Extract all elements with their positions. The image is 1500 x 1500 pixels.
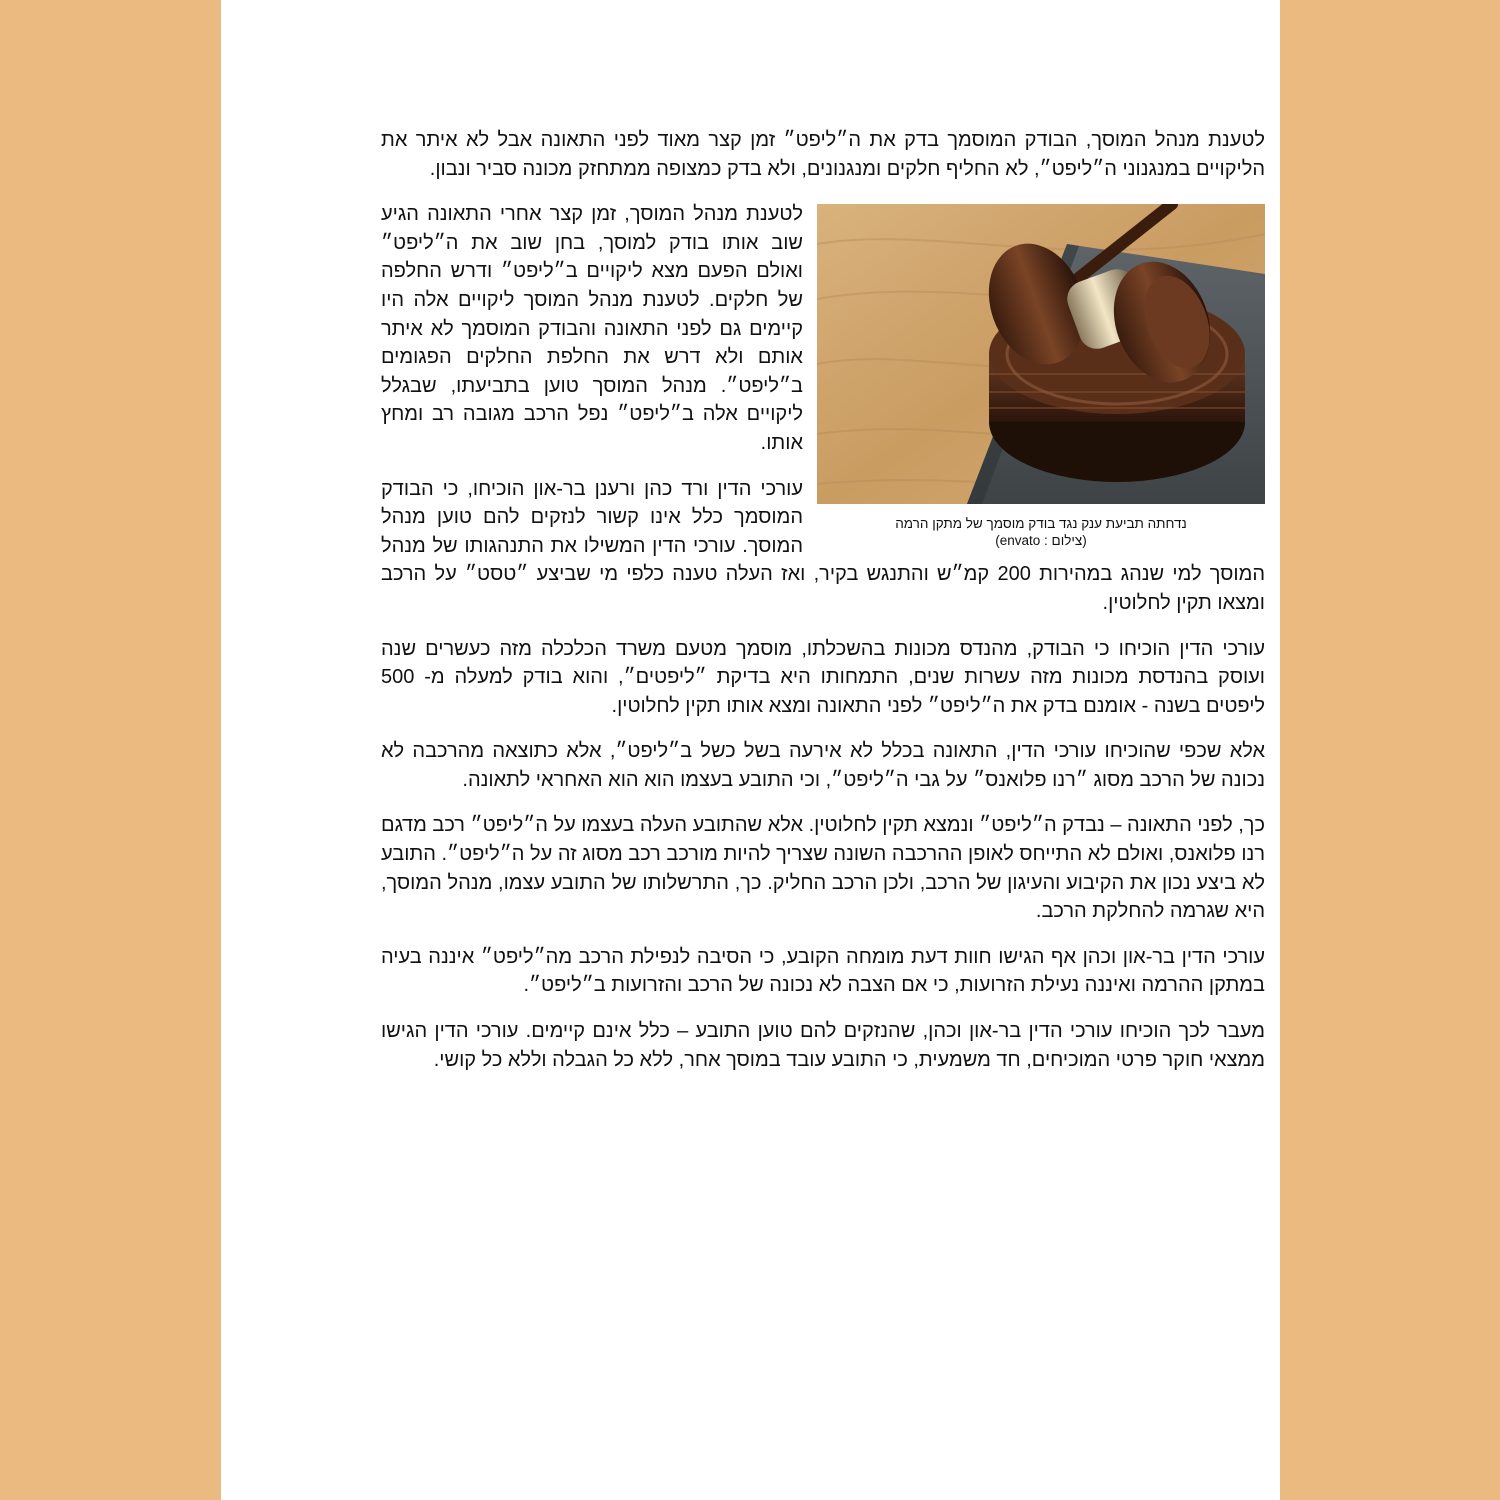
caption-line: נדחתה תביעת ענק נגד בודק מוסמך של מתקן הרמה: [895, 516, 1187, 532]
article-paragraph: עורכי הדין הוכיחו כי הבודק, מהנדס מכונות בהשכלתו, מוסמך מטעם משרד הכלכלה מזה כעשרים שנה ועוסק בהנדסת מכונות מזה עשרות שנים, התמחותו היא בדיקת ״ליפטים״, והוא בודק למעלה מ- 500 ליפטים בשנה - אומנם בדק את ה״ליפט״ לפני התאונה ומצא אותו תקין לחלוטין.: [381, 637, 1265, 717]
article-paragraph: לטענת מנהל המוסך, הבודק המוסמך בדק את ה״ליפט״ זמן קצר מאוד לפני התאונה אבל לא איתר את הליקויים במנגנוני ה״ליפט״, לא החליף חלקים ומנגנונים, ולא בדק כמצופה ממתחזק מכונה סביר ונבון.: [381, 129, 1265, 180]
article-paragraph: כך, לפני התאונה – נבדק ה״ליפט״ ונמצא תקין לחלוטין. אלא שהתובע העלה בעצמו על ה״ליפט״ רכב מדגם רנו פלואנס, ואולם לא התייחס לאופן ההרכבה השונה שצריך להיות מורכב רכב מסוג זה על ה״ליפט״. התובע לא ביצע נכון את הקיבוע והעיגון של הרכב, ולכן הרכב החליק. כך, התרשלותו של התובע עצמו, מנהל המוסך, היא שגרמה להחלקת הרכב.: [381, 814, 1265, 923]
photo-caption: [817, 515, 1265, 549]
article-body: [381, 126, 1265, 1091]
article-paragraph: עורכי הדין בר-און וכהן אף הגישו חוות דעת מומחה הקובע, כי הסיבה לנפילת הרכב מה״ליפט״ איננה בעיה במתקן ההרמה ואיננה נעילת הזרועות, כי אם הצבה לא נכונה של הרכב והזרועות ב״ליפט״.: [381, 945, 1265, 997]
article-paragraph: אלא שכפי שהוכיחו עורכי הדין, התאונה בכלל לא אירעה בשל כשל ב״ליפט״, אלא כתוצאה מהרכבה לא נכונה של הרכב מסוג ״רנו פלואנס״ על גבי ה״ליפט״, וכי התובע בעצמו הוא הוא האחראי לתאונה.: [381, 740, 1265, 791]
article-paragraph: מעבר לכך הוכיחו עורכי הדין בר-און וכהן, שהנזקים להם טוען התובע – כלל אינם קיימים. עורכי הדין הגישו ממצאי חוקר פרטי המוכיחים, חד משמעית, כי התובע עובד במוסך אחר, ללא כל הגבלה וללא כל קושי.: [381, 1020, 1265, 1071]
caption-credit: (צילום : envato): [995, 533, 1087, 549]
document-page: [221, 0, 1280, 1500]
gavel-image: [817, 204, 1265, 504]
article-paragraph: לטענת מנהל המוסך, זמן קצר אחרי התאונה הגיע שוב אותו בודק למוסך, בחן שוב את ה״ליפט״ ואולם הפעם מצא ליקויים ב״ליפט״ ודרש החלפה של חלקים. לטענת מנהל המוסך ליקויים אלה היו קיימים גם לפני התאונה והבודק המוסמך לא איתר אותם ולא דרש את החלפת החלקים הפגומים ב״ליפט״. מנהל המוסך טוען בתביעתו, שבגלל ליקויים אלה ב״ליפט״ נפל הרכב מגובה רב ומחץ אותו.: [381, 203, 803, 454]
article-figure: [817, 204, 1265, 549]
article-paragraph: עורכי הדין ורד כהן ורענן בר-און הוכיחו, כי הבודק המוסמך כלל אינו קשור לנזקים להם טוען מנהל המוסך. עורכי הדין המשילו את התנהגותו של מנהל המוסך למי שנהג במהירות 200 קמ״ש והתנגש בקיר, ואז העלה טענה כלפי מי שביצע ״טסט״ על הרכב ומצאו תקין לחלוטין.: [381, 477, 1266, 614]
gavel-photo: [817, 204, 1265, 504]
